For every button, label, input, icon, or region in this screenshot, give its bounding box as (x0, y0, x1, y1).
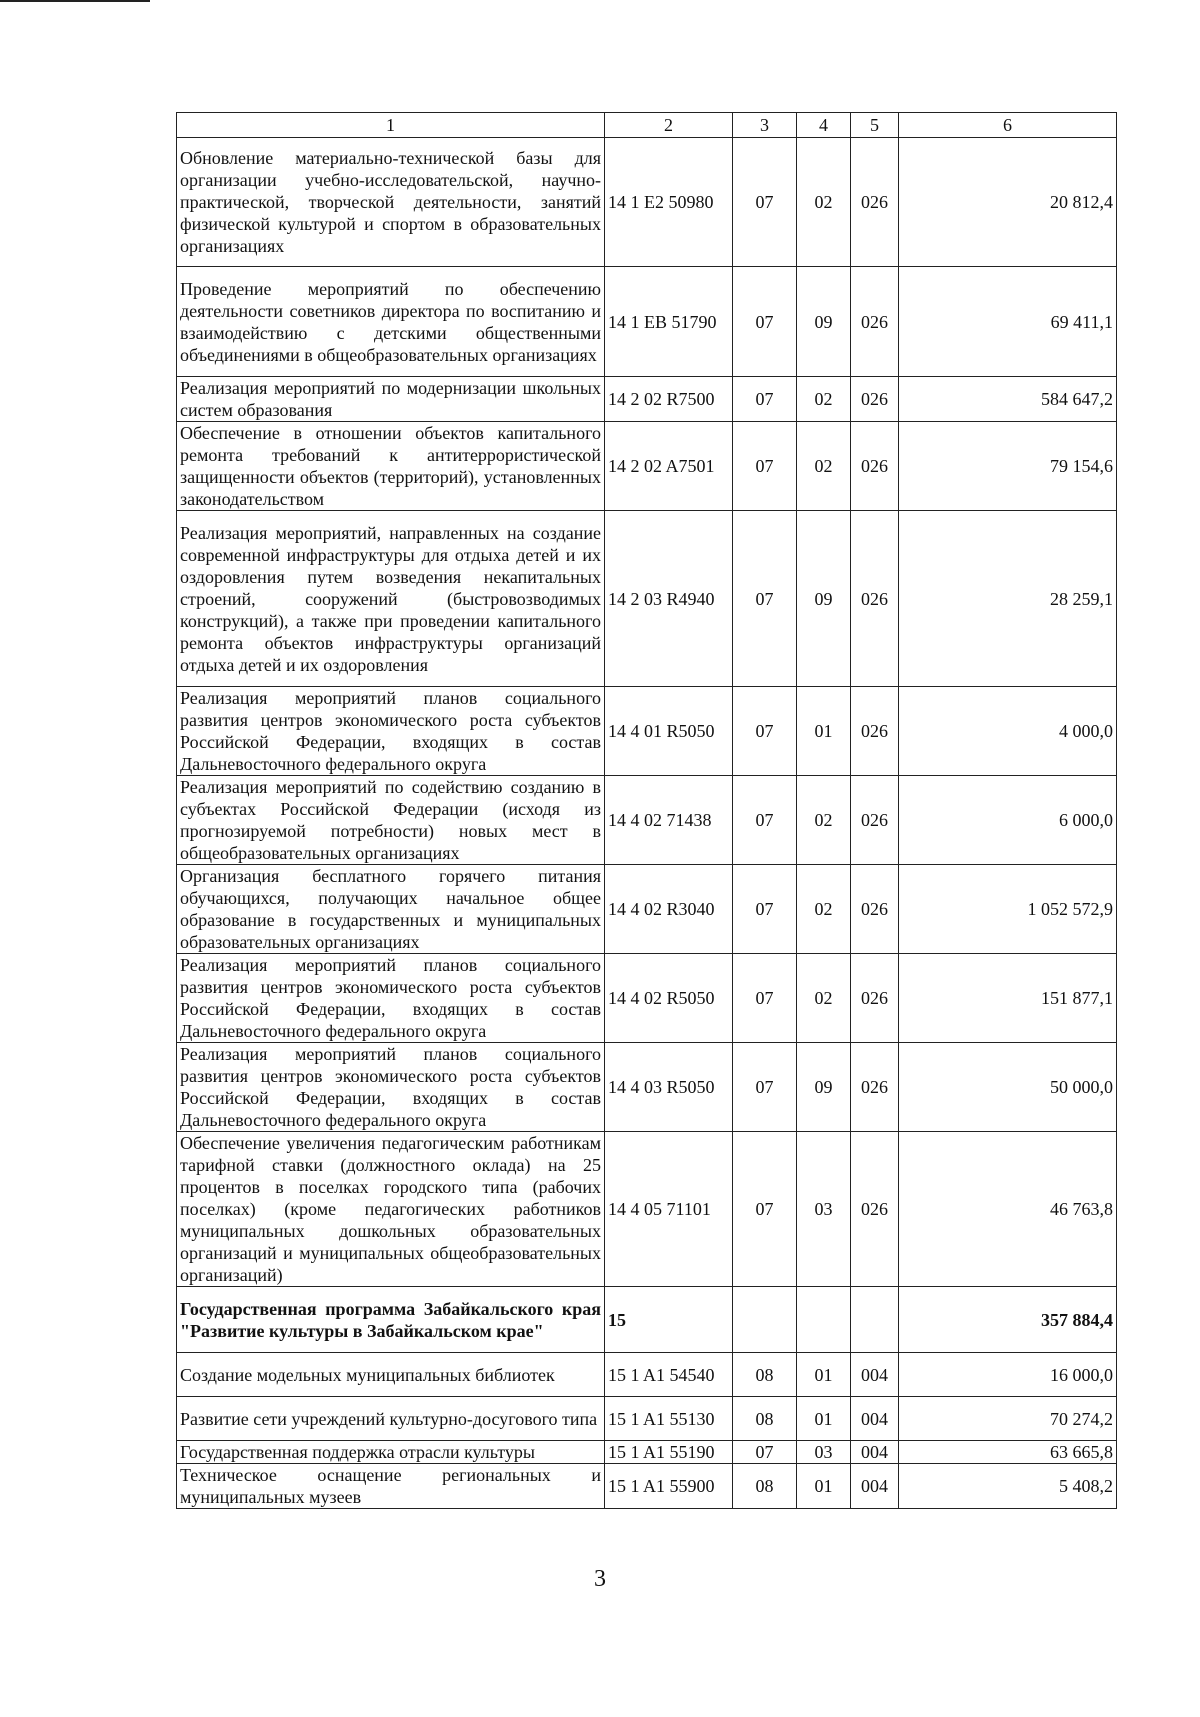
row-amount-cell: 63 665,8 (899, 1441, 1117, 1464)
row-amount-cell: 50 000,0 (899, 1043, 1117, 1132)
row-subsection-cell: 09 (797, 267, 851, 377)
row-section-cell: 07 (733, 422, 797, 511)
table-row (177, 422, 1117, 511)
row-code-cell: 14 4 01 R5050 (605, 687, 733, 776)
row-section-cell: 07 (733, 687, 797, 776)
row-section-cell: 07 (733, 776, 797, 865)
row-code-cell: 14 4 02 R3040 (605, 865, 733, 954)
row-name-cell: Реализация мероприятий по содействию созданию в субъектах Российской Федерации (исходя из прогнозируемой потребности) новых мест в общеобразовательных организациях (177, 776, 605, 865)
table-row (177, 1353, 1117, 1397)
row-name-cell: Государственная поддержка отрасли культуры (177, 1441, 605, 1464)
row-code-cell: 14 4 03 R5050 (605, 1043, 733, 1132)
row-admin-code-cell: 026 (851, 267, 899, 377)
row-section-cell: 07 (733, 377, 797, 422)
column-header: 6 (899, 113, 1117, 138)
page-number: 3 (594, 1566, 606, 1592)
row-subsection-cell: 02 (797, 954, 851, 1043)
row-code-cell: 14 1 E2 50980 (605, 138, 733, 267)
row-code-cell: 15 1 A1 55190 (605, 1441, 733, 1464)
table-row (177, 865, 1117, 954)
row-code-cell: 14 1 EB 51790 (605, 267, 733, 377)
table-row (177, 954, 1117, 1043)
row-name-cell: Организация бесплатного горячего питания обучающихся, получающих начальное общее образование в государственных и муниципальных образовательных организациях (177, 865, 605, 954)
row-name-cell: Развитие сети учреждений культурно-досугового типа (177, 1397, 605, 1441)
row-admin-code-cell: 026 (851, 954, 899, 1043)
column-header: 5 (851, 113, 899, 138)
row-subsection-cell: 02 (797, 865, 851, 954)
row-code-cell: 15 1 A1 54540 (605, 1353, 733, 1397)
table-row (177, 138, 1117, 267)
row-admin-code-cell: 026 (851, 776, 899, 865)
row-section-cell: 07 (733, 954, 797, 1043)
row-section-cell: 07 (733, 1441, 797, 1464)
top-edge-rule (0, 0, 150, 2)
row-admin-code-cell: 026 (851, 1043, 899, 1132)
row-name-cell: Реализация мероприятий планов социального развития центров экономического роста субъектов Российской Федерации, входящих в состав Дальневосточного федерального округа (177, 687, 605, 776)
row-amount-cell: 16 000,0 (899, 1353, 1117, 1397)
row-amount-cell: 79 154,6 (899, 422, 1117, 511)
table-row (177, 1464, 1117, 1509)
row-section-cell: 07 (733, 138, 797, 267)
row-admin-code-cell: 004 (851, 1441, 899, 1464)
row-amount-cell: 46 763,8 (899, 1132, 1117, 1287)
row-amount-cell: 4 000,0 (899, 687, 1117, 776)
table-row (177, 267, 1117, 377)
row-section-cell (733, 1287, 797, 1353)
row-subsection-cell: 09 (797, 511, 851, 687)
row-subsection-cell: 02 (797, 422, 851, 511)
row-name-cell: Обновление материально-технической базы для организации учебно-исследовательской, научно-практической, творческой деятельности, занятий физической культурой и спортом в образовательных организациях (177, 138, 605, 267)
column-header: 2 (605, 113, 733, 138)
column-header: 3 (733, 113, 797, 138)
row-section-cell: 08 (733, 1464, 797, 1509)
column-header: 4 (797, 113, 851, 138)
row-amount-cell: 151 877,1 (899, 954, 1117, 1043)
row-admin-code-cell: 026 (851, 1132, 899, 1287)
row-admin-code-cell: 004 (851, 1353, 899, 1397)
row-name-cell: Реализация мероприятий по модернизации школьных систем образования (177, 377, 605, 422)
row-subsection-cell: 03 (797, 1441, 851, 1464)
row-section-cell: 08 (733, 1353, 797, 1397)
budget-table (176, 112, 1117, 1509)
table-row (177, 511, 1117, 687)
row-name-cell: Проведение мероприятий по обеспечению деятельности советников директора по воспитанию и взаимодействию с детскими общественными объединениями в общеобразовательных организациях (177, 267, 605, 377)
row-admin-code-cell: 026 (851, 138, 899, 267)
table-row (177, 1287, 1117, 1353)
row-name-cell: Реализация мероприятий планов социального развития центров экономического роста субъектов Российской Федерации, входящих в состав Дальневосточного федерального округа (177, 954, 605, 1043)
row-code-cell: 15 1 A1 55130 (605, 1397, 733, 1441)
row-amount-cell: 584 647,2 (899, 377, 1117, 422)
table-row (177, 776, 1117, 865)
row-amount-cell: 6 000,0 (899, 776, 1117, 865)
row-code-cell: 15 1 A1 55900 (605, 1464, 733, 1509)
row-section-cell: 07 (733, 1043, 797, 1132)
row-name-cell: Обеспечение увеличения педагогическим работникам тарифной ставки (должностного оклада) на 25 процентов в поселках городского типа (рабочих поселках) (кроме педагогических работников муниципальных дошкольных образовательных организаций и муниципальных общеобразовательных организаций) (177, 1132, 605, 1287)
row-code-cell: 14 4 02 71438 (605, 776, 733, 865)
row-subsection-cell: 02 (797, 138, 851, 267)
row-subsection-cell: 02 (797, 377, 851, 422)
row-amount-cell: 69 411,1 (899, 267, 1117, 377)
row-name-cell: Создание модельных муниципальных библиотек (177, 1353, 605, 1397)
row-name-cell: Обеспечение в отношении объектов капитального ремонта требований к антитеррористической защищенности объектов (территорий), установленных законодательством (177, 422, 605, 511)
row-subsection-cell (797, 1287, 851, 1353)
row-section-cell: 07 (733, 267, 797, 377)
row-code-cell: 14 2 02 R7500 (605, 377, 733, 422)
row-subsection-cell: 01 (797, 1464, 851, 1509)
table-row (177, 377, 1117, 422)
row-admin-code-cell: 026 (851, 865, 899, 954)
table-row (177, 1132, 1117, 1287)
row-code-cell: 14 4 05 71101 (605, 1132, 733, 1287)
row-admin-code-cell: 026 (851, 422, 899, 511)
row-code-cell: 15 (605, 1287, 733, 1353)
row-amount-cell: 20 812,4 (899, 138, 1117, 267)
header-row (177, 113, 1117, 138)
row-subsection-cell: 03 (797, 1132, 851, 1287)
row-admin-code-cell (851, 1287, 899, 1353)
row-amount-cell: 28 259,1 (899, 511, 1117, 687)
row-subsection-cell: 01 (797, 1397, 851, 1441)
row-admin-code-cell: 026 (851, 687, 899, 776)
row-section-cell: 08 (733, 1397, 797, 1441)
row-admin-code-cell: 026 (851, 377, 899, 422)
row-subsection-cell: 01 (797, 687, 851, 776)
row-section-cell: 07 (733, 1132, 797, 1287)
column-header: 1 (177, 113, 605, 138)
row-admin-code-cell: 004 (851, 1397, 899, 1441)
row-name-cell: Техническое оснащение региональных и муниципальных музеев (177, 1464, 605, 1509)
row-amount-cell: 357 884,4 (899, 1287, 1117, 1353)
table-body (177, 138, 1117, 1509)
row-code-cell: 14 2 03 R4940 (605, 511, 733, 687)
table-row (177, 1397, 1117, 1441)
table-row (177, 1441, 1117, 1464)
row-name-cell: Реализация мероприятий планов социального развития центров экономического роста субъектов Российской Федерации, входящих в состав Дальневосточного федерального округа (177, 1043, 605, 1132)
row-section-cell: 07 (733, 511, 797, 687)
row-subsection-cell: 09 (797, 1043, 851, 1132)
row-amount-cell: 1 052 572,9 (899, 865, 1117, 954)
row-subsection-cell: 01 (797, 1353, 851, 1397)
row-section-cell: 07 (733, 865, 797, 954)
row-name-cell: Реализация мероприятий, направленных на создание современной инфраструктуры для отдыха детей и их оздоровления путем возведения некапитальных строений, сооружений (быстровозводимых конструкций), а также при проведении капитального ремонта объектов инфраструктуры организаций отдыха детей и их оздоровления (177, 511, 605, 687)
row-code-cell: 14 4 02 R5050 (605, 954, 733, 1043)
row-name-cell: Государственная программа Забайкальского края "Развитие культуры в Забайкальском крае" (177, 1287, 605, 1353)
table-row (177, 1043, 1117, 1132)
row-amount-cell: 5 408,2 (899, 1464, 1117, 1509)
row-admin-code-cell: 004 (851, 1464, 899, 1509)
row-subsection-cell: 02 (797, 776, 851, 865)
row-code-cell: 14 2 02 A7501 (605, 422, 733, 511)
table-row (177, 687, 1117, 776)
row-admin-code-cell: 026 (851, 511, 899, 687)
row-amount-cell: 70 274,2 (899, 1397, 1117, 1441)
